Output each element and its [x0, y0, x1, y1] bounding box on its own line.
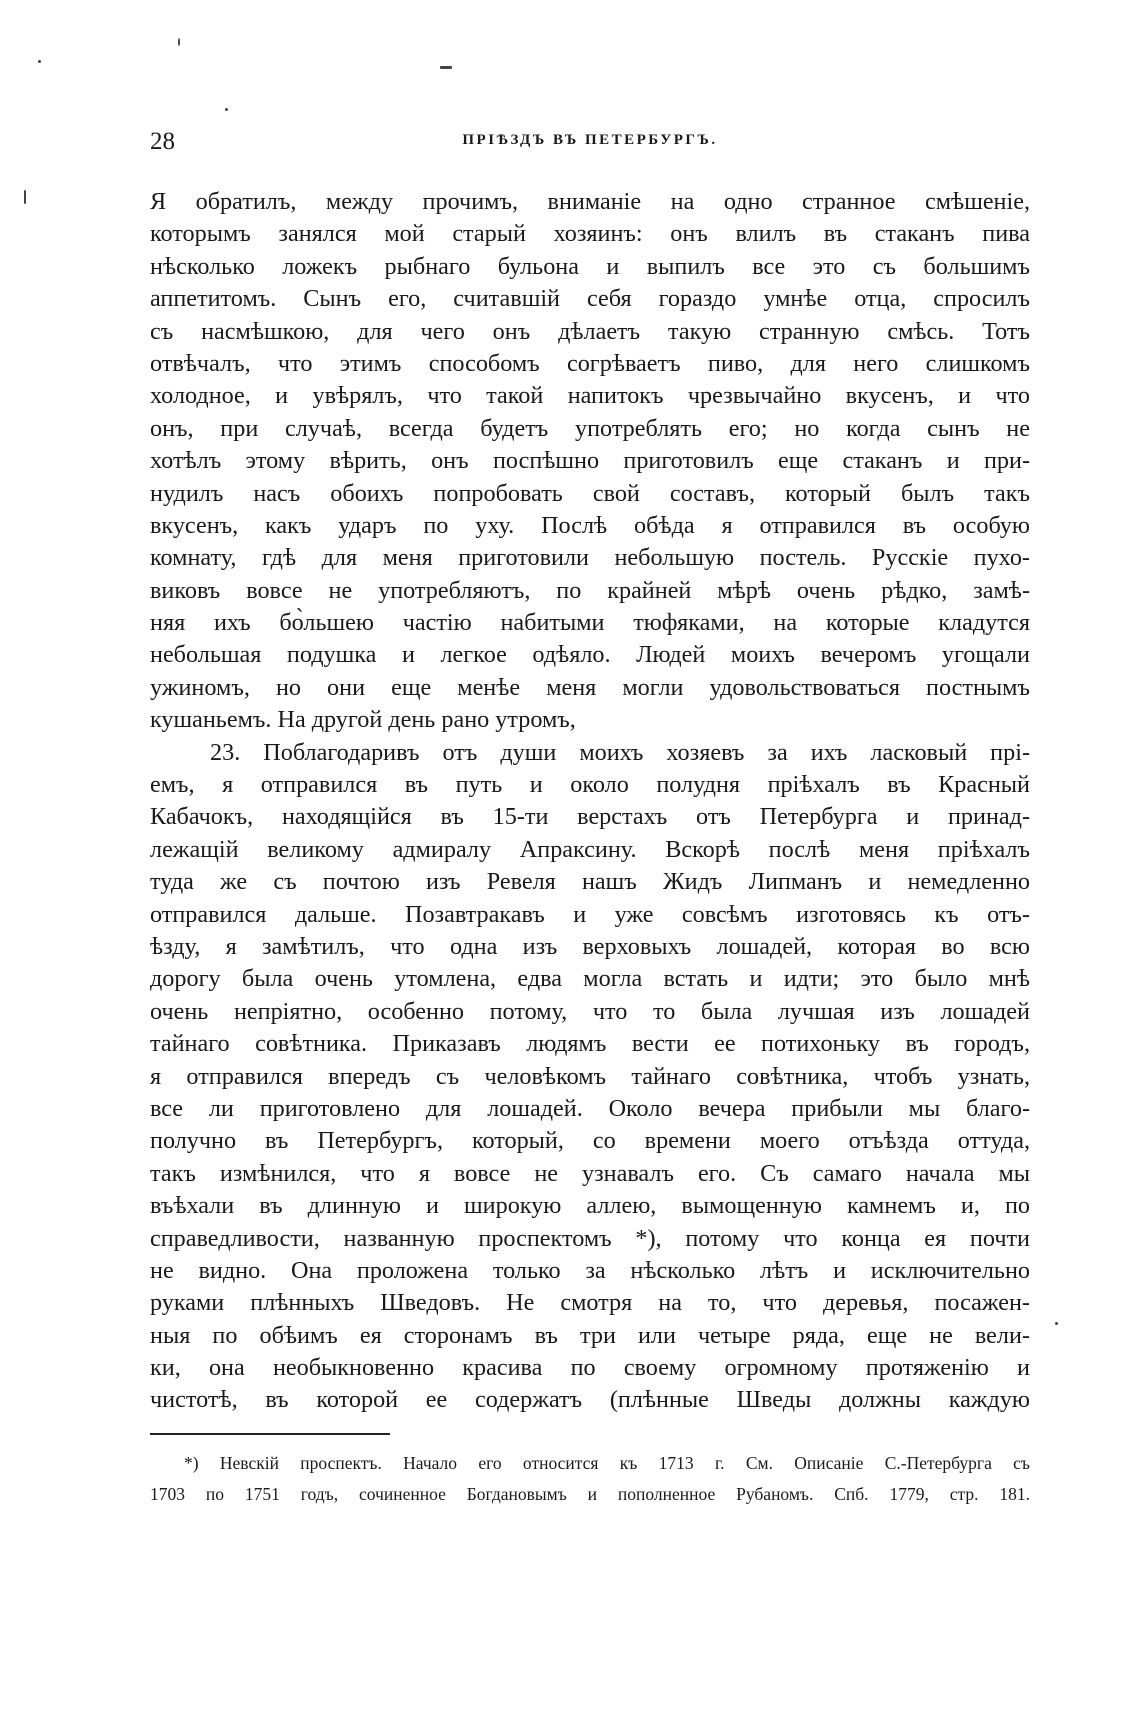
scan-speck	[225, 108, 228, 111]
footnote-line: 1703 по 1751 годъ, сочиненное Богдановымъ и пополненное Рубаномъ. Спб. 1779, стр. 181.	[150, 1484, 1030, 1504]
scan-speck	[178, 38, 180, 46]
text-line: аппетитомъ. Сынъ его, считавшій себя гораздо умнѣе отца, спросилъ	[150, 285, 1030, 313]
running-title: ПРІѢЗДЪ ВЪ ПЕТЕРБУРГЪ.	[462, 132, 718, 148]
scan-speck	[24, 190, 26, 204]
footnote-line: *) Невскій проспектъ. Начало его относится къ 1713 г. См. Описаніе С.-Петербурга съ	[184, 1453, 1030, 1473]
text-line: получно въ Петербургъ, который, со времени моего отъѣзда оттуда,	[150, 1127, 1030, 1155]
footnote-divider	[150, 1433, 390, 1435]
body-text	[150, 186, 1030, 1417]
paragraph-start-line: 23. Поблагодаривъ отъ души моихъ хозяевъ за ихъ ласковый прі-	[210, 738, 1030, 766]
text-line: онъ, при случаѣ, всегда будетъ употреблять его; но когда сынъ не	[150, 414, 1030, 442]
text-line: хотѣлъ этому вѣрить, онъ поспѣшно приготовилъ еще стаканъ и при-	[150, 447, 1030, 475]
text-line: справедливости, названную проспектомъ *), потому что конца ея почти	[150, 1224, 1030, 1252]
text-line: такъ измѣнился, что я вовсе не узнавалъ его. Съ самаго начала мы	[150, 1159, 1030, 1187]
text-line: руками плѣнныхъ Шведовъ. Не смотря на то, что деревья, посажен-	[150, 1289, 1030, 1317]
text-line: ки, она необыкновенно красива по своему огромному протяженію и	[150, 1354, 1030, 1382]
text-line: холодное, и увѣрялъ, что такой напитокъ чрезвычайно вкусенъ, и что	[150, 382, 1030, 410]
text-line: лежащій великому адмиралу Апраксину. Вскорѣ послѣ меня пріѣхалъ	[150, 835, 1030, 863]
text-line: очень непріятно, особенно потому, что то была лучшая изъ лошадей	[150, 997, 1030, 1025]
text-line: съ насмѣшкою, для чего онъ дѣлаетъ такую странную смѣсь. Тотъ	[150, 317, 1030, 345]
text-line: я отправился впередъ съ человѣкомъ тайнаго совѣтника, чтобъ узнать,	[150, 1062, 1030, 1090]
scan-speck	[440, 66, 452, 69]
text-line: тайнаго совѣтника. Приказавъ людямъ вести ее потихоньку въ городъ,	[150, 1030, 1030, 1058]
text-line: Кабачокъ, находящійся въ 15-ти верстахъ отъ Петербурга и принад-	[150, 803, 1030, 831]
text-line: которымъ занялся мой старый хозяинъ: онъ влилъ въ стаканъ пива	[150, 220, 1030, 248]
text-line: ужиномъ, но они еще менѣе меня могли удовольствоваться постнымъ	[150, 673, 1030, 701]
text-line: ныя по обѣимъ ея сторонамъ въ три или четыре ряда, еще не вели-	[150, 1321, 1030, 1349]
text-line: Я обратилъ, между прочимъ, вниманіе на одно странное смѣшеніе,	[150, 188, 1030, 215]
text-line: не видно. Она проложена только за нѣсколько лѣтъ и исключительно	[150, 1256, 1030, 1284]
text-line: туда же съ почтою изъ Ревеля нашъ Жидъ Липманъ и немедленно	[150, 868, 1030, 896]
text-line: ѣзду, я замѣтилъ, что одна изъ верховыхъ лошадей, которая во всю	[150, 932, 1030, 960]
text-line: няя ихъ бо̀льшею частію набитыми тюфяками, на которые кладутся	[150, 609, 1030, 637]
text-line: нудилъ насъ обоихъ попробовать свой составъ, который былъ такъ	[150, 479, 1030, 507]
scan-speck	[1055, 1322, 1058, 1325]
scan-speck	[38, 60, 41, 63]
page-header	[150, 128, 1030, 160]
text-line: чистотѣ, въ которой ее содержатъ (плѣнные Шведы должны каждую	[150, 1386, 1030, 1414]
text-line: отвѣчалъ, что этимъ способомъ согрѣваетъ пиво, для него слишкомъ	[150, 349, 1030, 377]
text-line: небольшая подушка и легкое одѣяло. Людей моихъ вечеромъ угощали	[150, 641, 1030, 669]
text-line: отправился дальше. Позавтракавъ и уже совсѣмъ изготовясь къ отъ-	[150, 900, 1030, 928]
text-line: емъ, я отправился въ путь и около полудня пріѣхалъ въ Красный	[150, 771, 1030, 799]
text-line: комнату, гдѣ для меня приготовили небольшую постель. Русскіе пухо-	[150, 544, 1030, 572]
text-line: вкусенъ, какъ ударъ по уху. Послѣ обѣда я отправился въ особую	[150, 511, 1030, 539]
text-line: кушаньемъ. На другой день рано утромъ,	[150, 706, 576, 734]
text-line: дорогу была очень утомлена, едва могла встать и идти; это было мнѣ	[150, 965, 1030, 993]
footnote	[150, 1448, 1030, 1510]
page-number: 28	[150, 128, 175, 155]
text-line: въѣхали въ длинную и широкую аллею, вымощенную камнемъ и, по	[150, 1192, 1030, 1220]
text-line: все ли приготовлено для лошадей. Около вечера прибыли мы благо-	[150, 1094, 1030, 1122]
text-line: виковъ вовсе не употребляютъ, по крайней мѣрѣ очень рѣдко, замѣ-	[150, 576, 1030, 604]
text-line: нѣсколько ложекъ рыбнаго бульона и выпилъ все это съ большимъ	[150, 252, 1030, 280]
